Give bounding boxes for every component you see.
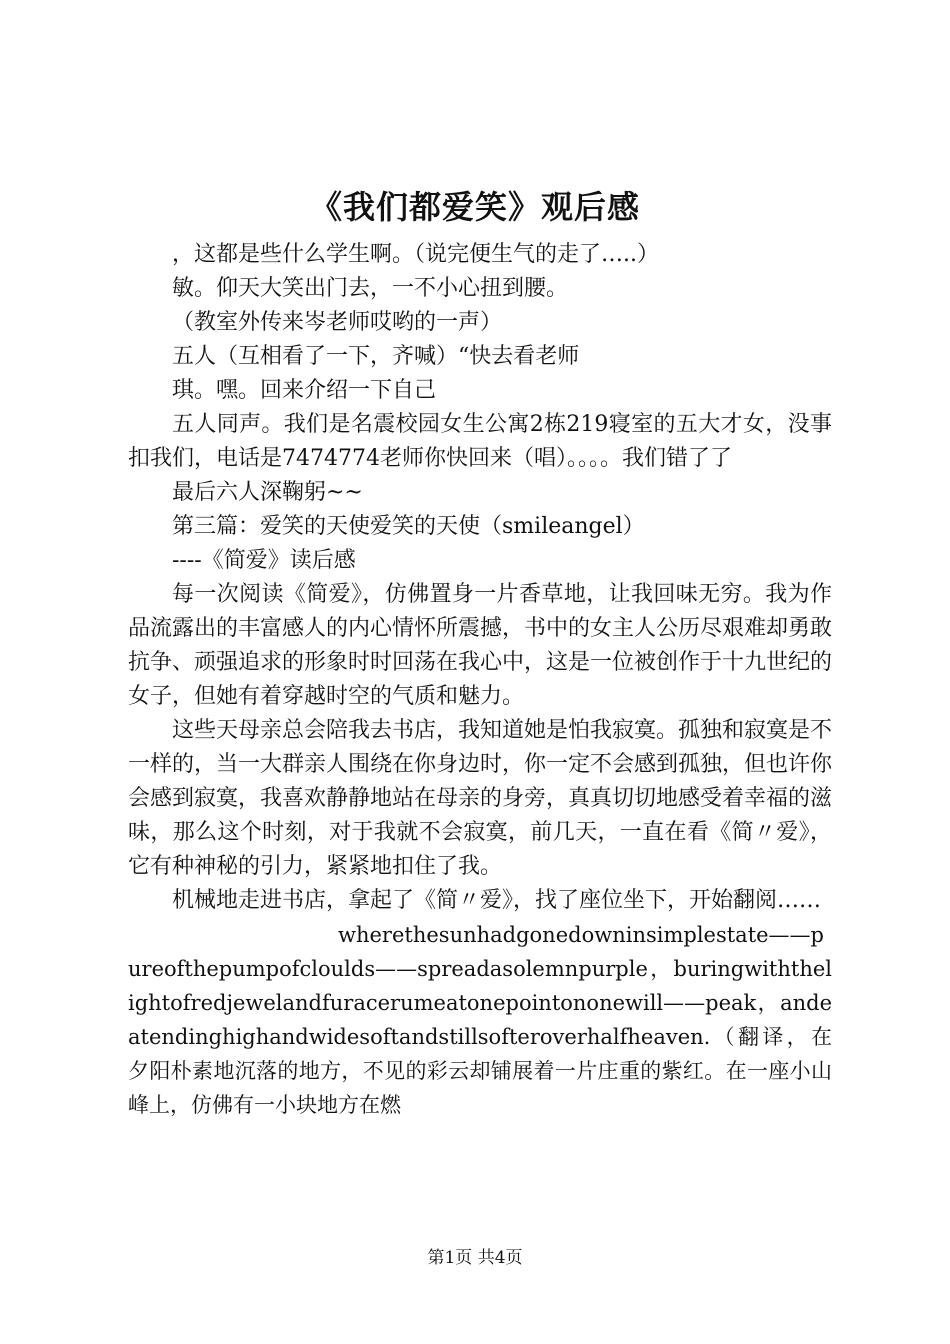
document-title: 《我们都爱笑》观后感 (309, 188, 640, 226)
paragraph: 这些天母亲总会陪我去书店，我知道她是怕我寂寞。孤独和寂寞是不一样的，当一大群亲人围绕在你身边时，你一定不会感到孤独，但也许你会感到寂寞，我喜欢静静地站在母亲的身旁，真真切切地感受着幸福的滋味，那么这个时刻，对于我就不会寂寞，前几天，一直在看《简〃爱》，它有种神秘的引力，紧紧地扣住了我。 (128, 718, 833, 879)
paragraph: ----《简爱》读后感 (172, 548, 356, 573)
paragraph: 敏。仰天大笑出门去，一不小心扭到腰。 (172, 276, 569, 301)
paragraph: 每一次阅读《简爱》，仿佛置身一片香草地，让我回味无穷。我为作品流露出的丰富感人的内心情怀所震撼，书中的女主人公历尽艰难却勇敢抗争、顽强追求的形象时时回荡在我心中，这是一位被创作于十九世纪的女子，但她有着穿越时空的气质和魅力。 (128, 582, 833, 709)
paragraph: 五人同声。我们是名震校园女生公寓2栋219寝室的五大才女，没事扣我们，电话是7474774老师你快回来（唱）。。。。我们错了了 (128, 412, 832, 471)
paragraph: 琪。嘿。回来介绍一下自己 (172, 378, 437, 403)
paragraph: 五人（互相看了一下，齐喊）“快去看老师 (172, 344, 580, 369)
paragraph: 最后六人深鞠躬~~ (172, 480, 363, 505)
paragraph: 机械地走进书店，拿起了《简〃爱》，找了座位坐下，开始翻阅…… (172, 888, 822, 913)
paragraph: ，这都是些什么学生啊。（说完便生气的走了…..） (172, 242, 659, 267)
paragraph: 第三篇：爱笑的天使爱笑的天使（smileangel） (172, 514, 645, 539)
english-quote-paragraph: wherethesunhadgonedowninsimplestate——pureofthepumpofcloulds——spreadasolemnpurple，buringwiththelightofredjewelandfuracerumeatonepointononewill——peak，andeatendinghighandwidesoftandstillsofteroverhalfheaven.（翻译，在夕阳朴素地沉落的地方，不见的彩云却铺展着一片庄重的紫红。在一座小山峰上，仿佛有一小块地方在燃 (128, 923, 832, 1117)
page-number: 第1页 共4页 (427, 1248, 523, 1268)
paragraph: （教室外传来岑老师哎哟的一声） (172, 310, 503, 335)
document-body (128, 238, 832, 1122)
